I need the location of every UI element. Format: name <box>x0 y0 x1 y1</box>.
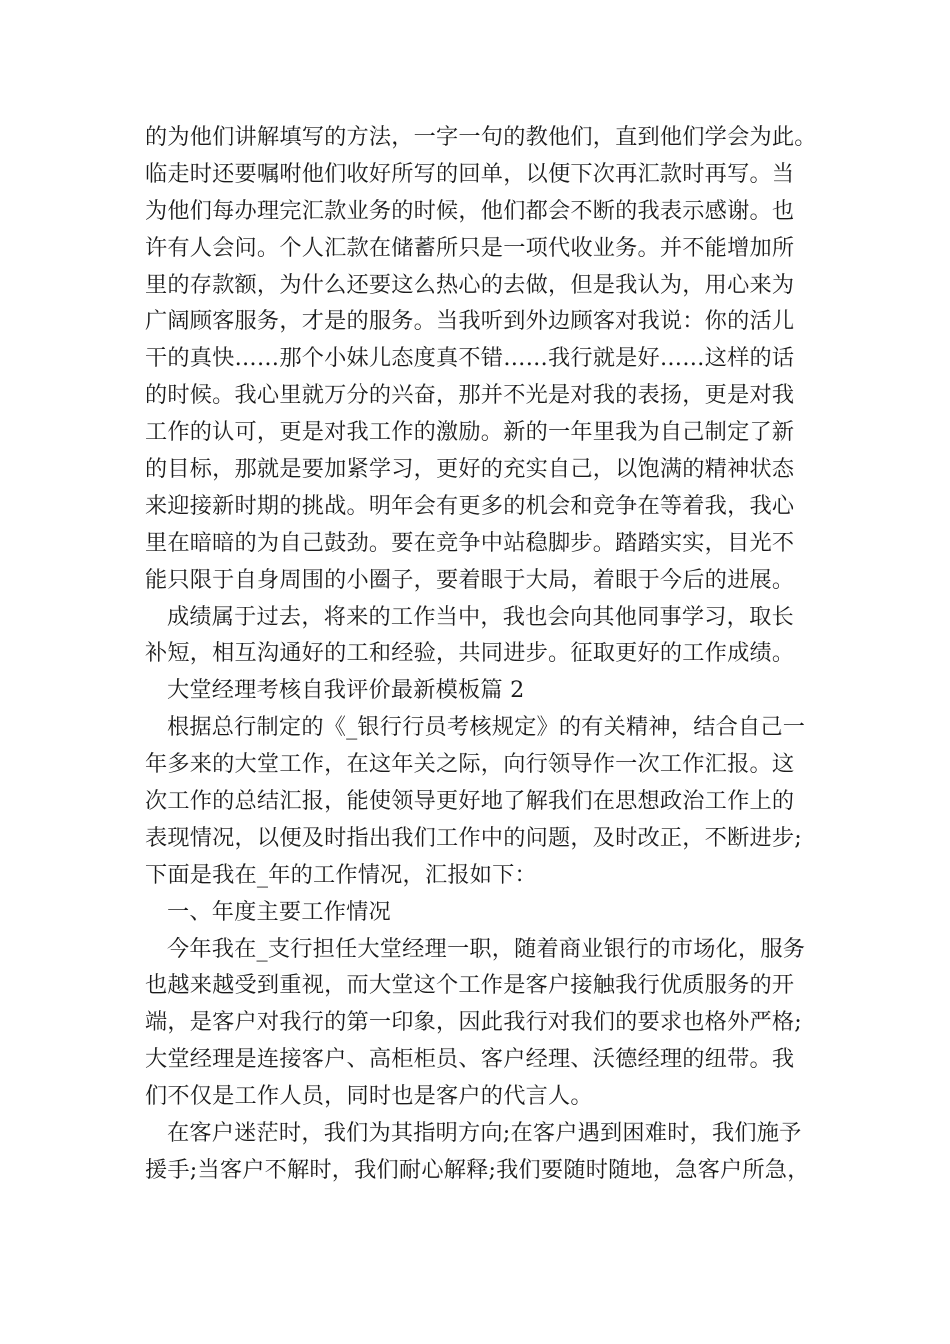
text-line: 大堂经理考核自我评价最新模板篇 2 <box>167 677 525 704</box>
text-line: 援手;当客户不解时，我们耐心解释;我们要随时随地，急客户所急， <box>145 1156 810 1183</box>
text-line: 来迎接新时期的挑战。明年会有更多的机会和竞争在等着我，我心 <box>145 492 795 519</box>
text-line: 根据总行制定的《_银行行员考核规定》的有关精神，结合自己一 <box>167 714 806 741</box>
text-line: 里在暗暗的为自己鼓劲。要在竞争中站稳脚步。踏踏实实，目光不 <box>145 529 795 556</box>
text-line: 端，是客户对我行的第一印象，因此我行对我们的要求也格外严格; <box>145 1009 802 1036</box>
text-line: 表现情况，以便及时指出我们工作中的问题，及时改正，不断进步; <box>145 824 802 851</box>
document-body <box>145 119 817 1189</box>
text-line: 临走时还要嘱咐他们收好所写的回单，以便下次再汇款时再写。当 <box>145 160 795 187</box>
text-line: 工作的认可，更是对我工作的激励。新的一年里我为自己制定了新 <box>145 419 795 446</box>
text-line: 年多来的大堂工作，在这年关之际，向行领导作一次工作汇报。这 <box>145 751 795 778</box>
text-line: 今年我在_支行担任大堂经理一职，随着商业银行的市场化，服务 <box>167 935 806 962</box>
text-line: 许有人会问。个人汇款在储蓄所只是一项代收业务。并不能增加所 <box>145 234 795 261</box>
text-line: 在客户迷茫时，我们为其指明方向;在客户遇到困难时，我们施予 <box>167 1120 802 1147</box>
text-line: 下面是我在_年的工作情况，汇报如下： <box>145 861 537 888</box>
text-line: 一、年度主要工作情况 <box>167 898 391 925</box>
text-line: 的时候。我心里就万分的兴奋，那并不光是对我的表扬，更是对我 <box>145 382 795 409</box>
text-line: 的目标，那就是要加紧学习，更好的充实自己，以饱满的精神状态 <box>145 456 795 483</box>
text-line: 干的真快……那个小妹儿态度真不错……我行就是好……这样的话 <box>145 345 795 372</box>
text-line: 也越来越受到重视，而大堂这个工作是客户接触我行优质服务的开 <box>145 972 795 999</box>
text-line: 成绩属于过去，将来的工作当中，我也会向其他同事学习，取长 <box>167 603 794 630</box>
text-line: 为他们每办理完汇款业务的时候，他们都会不断的我表示感谢。也 <box>145 197 795 224</box>
text-line: 次工作的总结汇报，能使领导更好地了解我们在思想政治工作上的 <box>145 788 795 815</box>
text-line: 能只限于自身周围的小圈子，要着眼于大局，着眼于今后的进展。 <box>145 566 795 593</box>
text-line: 们不仅是工作人员，同时也是客户的代言人。 <box>145 1083 593 1110</box>
text-line: 广阔顾客服务，才是的服务。当我听到外边顾客对我说：你的活儿 <box>145 308 795 335</box>
text-line: 大堂经理是连接客户、高柜柜员、客户经理、沃德经理的纽带。我 <box>145 1046 795 1073</box>
text-line: 的为他们讲解填写的方法，一字一句的教他们，直到他们学会为此。 <box>145 124 817 150</box>
text-line: 补短，相互沟通好的工和经验，共同进步。征取更好的工作成绩。 <box>145 640 795 667</box>
text-line: 里的存款额，为什么还要这么热心的去做，但是我认为，用心来为 <box>145 271 795 298</box>
